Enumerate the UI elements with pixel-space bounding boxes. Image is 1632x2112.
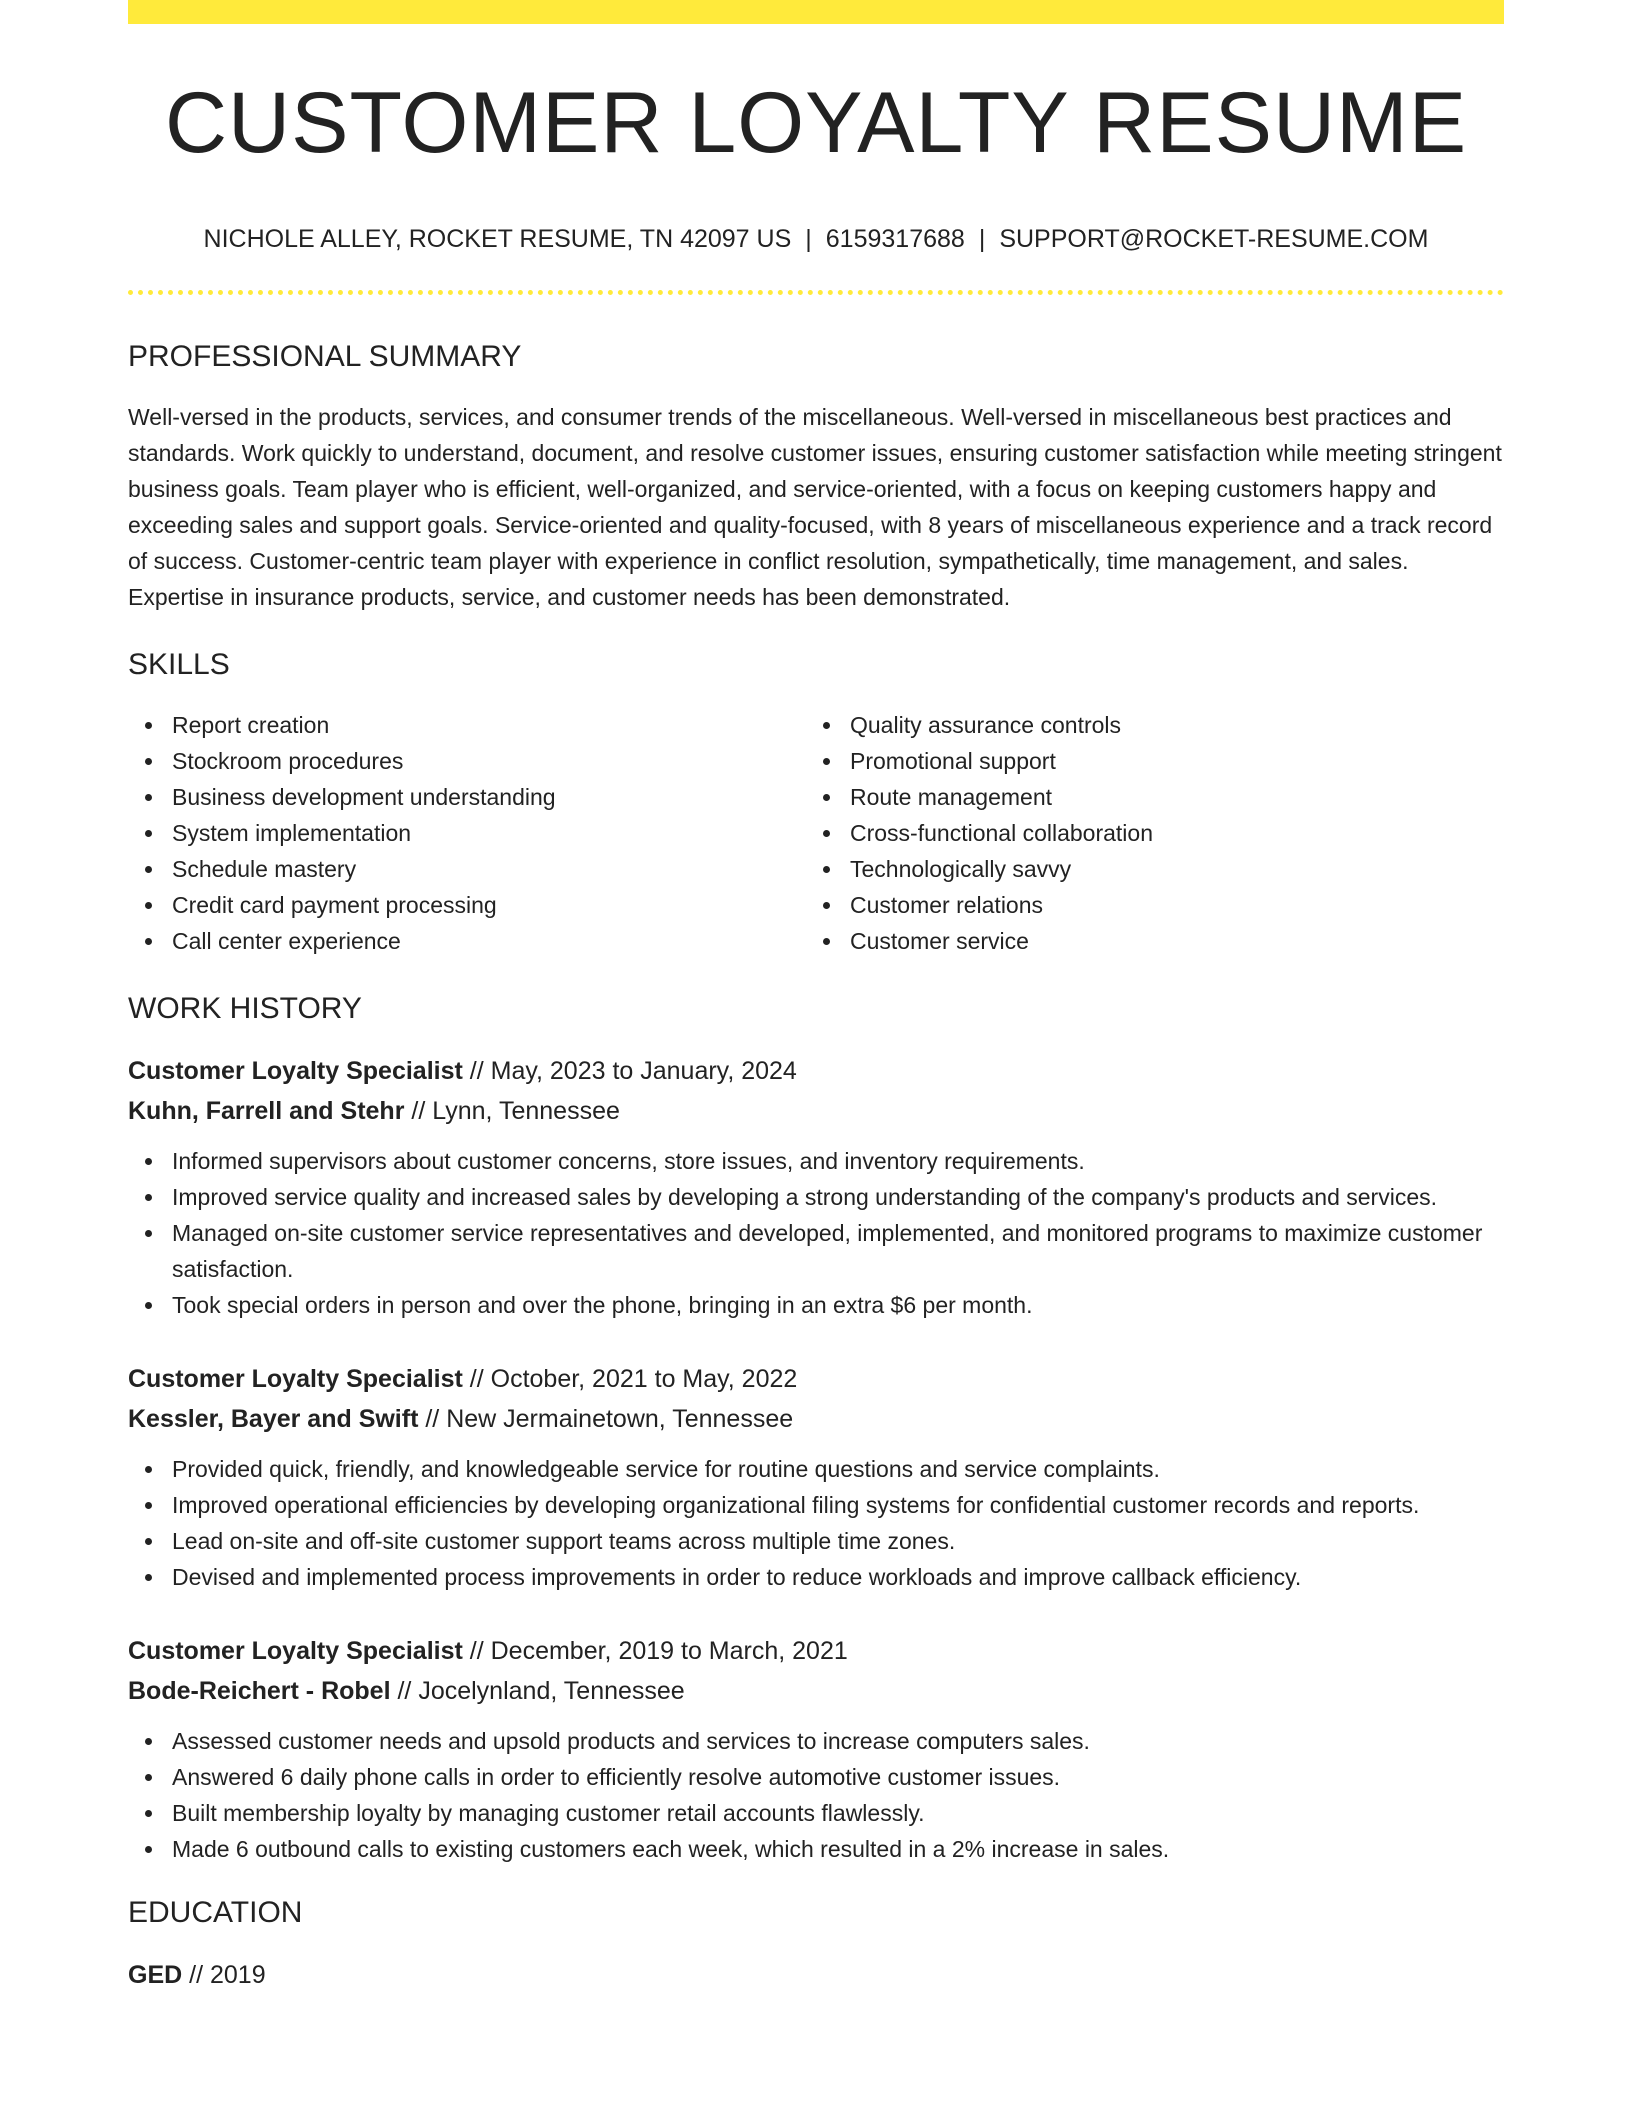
job-bullet: Made 6 outbound calls to existing customers each week, which resulted in a 2% increase in sales. (128, 1831, 1504, 1867)
job-bullet: Answered 6 daily phone calls in order to efficiently resolve automotive customer issues. (128, 1759, 1504, 1795)
skill-item: Promotional support (806, 743, 1484, 779)
job-bullet: Informed supervisors about customer concerns, store issues, and inventory requirements. (128, 1143, 1504, 1179)
contact-phone: 6159317688 (825, 225, 965, 253)
work-history-heading: WORK HISTORY (128, 992, 362, 1025)
skill-item: Report creation (128, 707, 806, 743)
job-entry (128, 1631, 1504, 1867)
skill-item: Credit card payment processing (128, 887, 806, 923)
skill-item: Schedule mastery (128, 851, 806, 887)
job-title-line (128, 1631, 1504, 1671)
job-bullet: Devised and implemented process improvements in order to reduce workloads and improve callback efficiency. (128, 1559, 1504, 1595)
skills-column-left (128, 707, 806, 959)
contact-separator: | (805, 225, 812, 253)
job-title: Customer Loyalty Specialist (128, 1637, 463, 1665)
job-entry (128, 1051, 1504, 1323)
job-title-line (128, 1359, 1504, 1399)
job-location: // New Jermainetown, Tennessee (425, 1405, 794, 1433)
job-company: Bode-Reichert - Robel (128, 1677, 391, 1705)
skills-column-right (806, 707, 1484, 959)
job-bullet: Managed on-site customer service representatives and developed, implemented, and monitored programs to maximize customer satisfaction. (128, 1215, 1504, 1287)
job-bullet: Provided quick, friendly, and knowledgeable service for routine questions and service complaints. (128, 1451, 1504, 1487)
job-bullet: Assessed customer needs and upsold products and services to increase computers sales. (128, 1723, 1504, 1759)
skill-item: Cross-functional collaboration (806, 815, 1484, 851)
job-entry (128, 1359, 1504, 1595)
job-location: // Jocelynland, Tennessee (397, 1677, 685, 1705)
skill-item: Route management (806, 779, 1484, 815)
job-bullet: Lead on-site and off-site customer support teams across multiple time zones. (128, 1523, 1504, 1559)
resume-page (128, 0, 1504, 1995)
job-company-line (128, 1671, 1504, 1711)
education-year: // 2019 (189, 1961, 266, 1989)
summary-heading: PROFESSIONAL SUMMARY (128, 340, 522, 373)
skill-item: Business development understanding (128, 779, 806, 815)
job-bullet: Built membership loyalty by managing customer retail accounts flawlessly. (128, 1795, 1504, 1831)
contact-separator: | (978, 225, 986, 253)
dotted-divider (128, 290, 1504, 295)
job-company: Kessler, Bayer and Swift (128, 1405, 419, 1433)
job-bullet: Improved operational efficiencies by developing organizational filing systems for confidential customer records and reports. (128, 1487, 1504, 1523)
skill-item: System implementation (128, 815, 806, 851)
education-line (128, 1955, 1504, 1995)
contact-email: SUPPORT@ROCKET-RESUME.COM (999, 225, 1429, 253)
job-dates: // May, 2023 to January, 2024 (469, 1057, 797, 1085)
skill-item: Stockroom procedures (128, 743, 806, 779)
job-bullet: Improved service quality and increased sales by developing a strong understanding of the company's products and services. (128, 1179, 1504, 1215)
job-bullets (128, 1143, 1504, 1323)
job-title-line (128, 1051, 1504, 1091)
skill-item: Customer service (806, 923, 1484, 959)
job-bullets (128, 1723, 1504, 1867)
job-dates: // October, 2021 to May, 2022 (469, 1365, 798, 1393)
job-bullets (128, 1451, 1504, 1595)
job-title: Customer Loyalty Specialist (128, 1365, 463, 1393)
summary-text: Well-versed in the products, services, and consumer trends of the miscellaneous. Well-versed in miscellaneous best practices and standards. Work quickly to understand, document, and resolve customer issues, ensuring customer satisfaction while meeting stringent business goals. Team player who is efficient, well-organized, and service-oriented, with a focus on keeping customers happy and exceeding sales and support goals. Service-oriented and quality-focused, with 8 years of miscellaneous experience and a track record of success. Customer-centric team player with experience in conflict resolution, sympathetically, time management, and sales. Expertise in insurance products, service, and customer needs has been demonstrated. (128, 404, 1502, 610)
contact-line (128, 224, 1504, 254)
accent-bar (128, 0, 1504, 24)
job-bullet: Took special orders in person and over the phone, bringing in an extra $6 per month. (128, 1287, 1504, 1323)
skills-list (128, 707, 1504, 959)
job-company-line (128, 1399, 1504, 1439)
job-company-line (128, 1091, 1504, 1131)
job-title: Customer Loyalty Specialist (128, 1057, 463, 1085)
resume-title: CUSTOMER LOYALTY RESUME (164, 75, 1468, 171)
skill-item: Technologically savvy (806, 851, 1484, 887)
education-degree: GED (128, 1961, 183, 1989)
skill-item: Call center experience (128, 923, 806, 959)
education-heading: EDUCATION (128, 1896, 303, 1929)
job-location: // Lynn, Tennessee (411, 1097, 620, 1125)
job-dates: // December, 2019 to March, 2021 (469, 1637, 848, 1665)
contact-address: NICHOLE ALLEY, ROCKET RESUME, TN 42097 US (203, 225, 792, 253)
skill-item: Quality assurance controls (806, 707, 1484, 743)
skills-heading: SKILLS (128, 648, 230, 681)
job-company: Kuhn, Farrell and Stehr (128, 1097, 405, 1125)
skill-item: Customer relations (806, 887, 1484, 923)
